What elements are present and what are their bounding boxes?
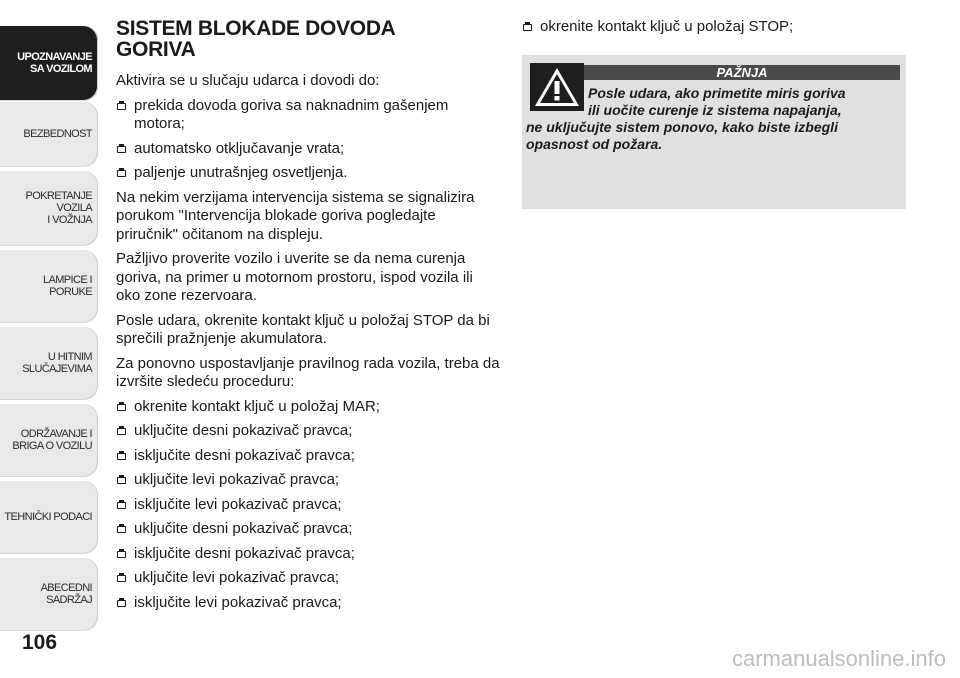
tab-u-hitnim-slucajevima[interactable]: U HITNIM SLUČAJEVIMA: [0, 327, 98, 399]
warning-line-1: Posle udara, ako primetite miris goriva: [588, 84, 846, 101]
bullet-icon: [117, 428, 126, 435]
tab-odrzavanje[interactable]: ODRŽAVANJE I BRIGA O VOZILU: [0, 404, 98, 476]
final-step-list: [522, 18, 908, 37]
page-number: 106: [22, 631, 58, 654]
paragraph-after-impact: Posle udara, okrenite kontakt ključ u položaj STOP da bi sprečili pražnjenje akumulatora.: [116, 311, 490, 347]
side-column: [522, 18, 908, 209]
list-item: okrenite kontakt ključ u položaj MAR;: [116, 398, 500, 417]
tab-bezbednost[interactable]: BEZBEDNOST: [0, 102, 98, 166]
bullet-icon: [117, 146, 126, 153]
warning-line-2: ili uočite curenje iz sistema napajanja,: [588, 101, 842, 118]
bullet-icon: [117, 404, 126, 411]
bullet-icon: [523, 24, 532, 31]
bullet-icon: [117, 526, 126, 533]
list-item: isključite desni pokazivač pravca;: [116, 447, 500, 466]
effects-list: [116, 97, 500, 183]
tab-pokretanje-vozila[interactable]: POKRETANJE VOZILA I VOŽNJA: [0, 171, 98, 245]
list-item: isključite desni pokazivač pravca;: [116, 545, 500, 564]
list-item: automatsko otključavanje vrata;: [116, 140, 500, 159]
paragraph-procedure: Za ponovno uspostavljanje pravilnog rada vozila, treba da izvršite sledeću proceduru:: [116, 354, 500, 390]
list-item: isključite levi pokazivač pravca;: [116, 594, 500, 613]
warning-text: [526, 85, 900, 153]
list-item: uključite desni pokazivač pravca;: [116, 520, 500, 539]
paragraph-check: Pažljivo proverite vozilo i uverite se da nema curenja goriva, na primer u motornom prostoru, ispod vozila ili oko zone rezervoara.: [116, 250, 473, 304]
warning-label: PAŽNJA: [584, 65, 900, 80]
tab-upoznavanje-sa-vozilom[interactable]: UPOZNAVANJE SA VOZILOM: [0, 26, 98, 100]
list-item: uključite levi pokazivač pravca;: [116, 471, 500, 490]
bullet-icon: [117, 502, 126, 509]
tab-lampice-i-poruke[interactable]: LAMPICE I PORUKE: [0, 250, 98, 322]
bullet-icon: [117, 551, 126, 558]
section-title: SISTEM BLOKADE DOVODA GORIVA: [116, 17, 395, 61]
watermark: carmanualsonline.info: [731, 646, 946, 671]
bullet-icon: [117, 453, 126, 460]
tab-abecedni-sadrzaj[interactable]: ABECEDNI SADRŽAJ: [0, 558, 98, 630]
list-item: uključite desni pokazivač pravca;: [116, 422, 500, 441]
procedure-steps: [116, 398, 500, 613]
tab-tehnicki-podaci[interactable]: TEHNIČKI PODACI: [0, 481, 98, 553]
bullet-icon: [117, 103, 126, 110]
bullet-icon: [117, 477, 126, 484]
intro-paragraph: Aktivira se u slučaju udarca i dovodi do:: [116, 72, 380, 89]
warning-box: [522, 55, 906, 209]
list-item: uključite levi pokazivač pravca;: [116, 569, 500, 588]
list-item: isključite levi pokazivač pravca;: [116, 496, 500, 515]
bullet-icon: [117, 170, 126, 177]
paragraph-message: Na nekim verzijama intervencija sistema se signalizira porukom "Intervencija blokade goriva pogledajte priručnik" očitanom na displeju.: [116, 188, 475, 243]
main-column: [116, 18, 500, 618]
list-item: okrenite kontakt ključ u položaj STOP;: [522, 18, 908, 37]
warning-line-rest: ne uključujte sistem ponovo, kako biste izbegli opasnost od požara.: [526, 118, 838, 152]
bullet-icon: [117, 575, 126, 582]
list-item: prekida dovoda goriva sa naknadnim gašenjem motora;: [116, 97, 500, 134]
bullet-icon: [117, 600, 126, 607]
list-item: paljenje unutrašnjeg osvetljenja.: [116, 164, 500, 183]
